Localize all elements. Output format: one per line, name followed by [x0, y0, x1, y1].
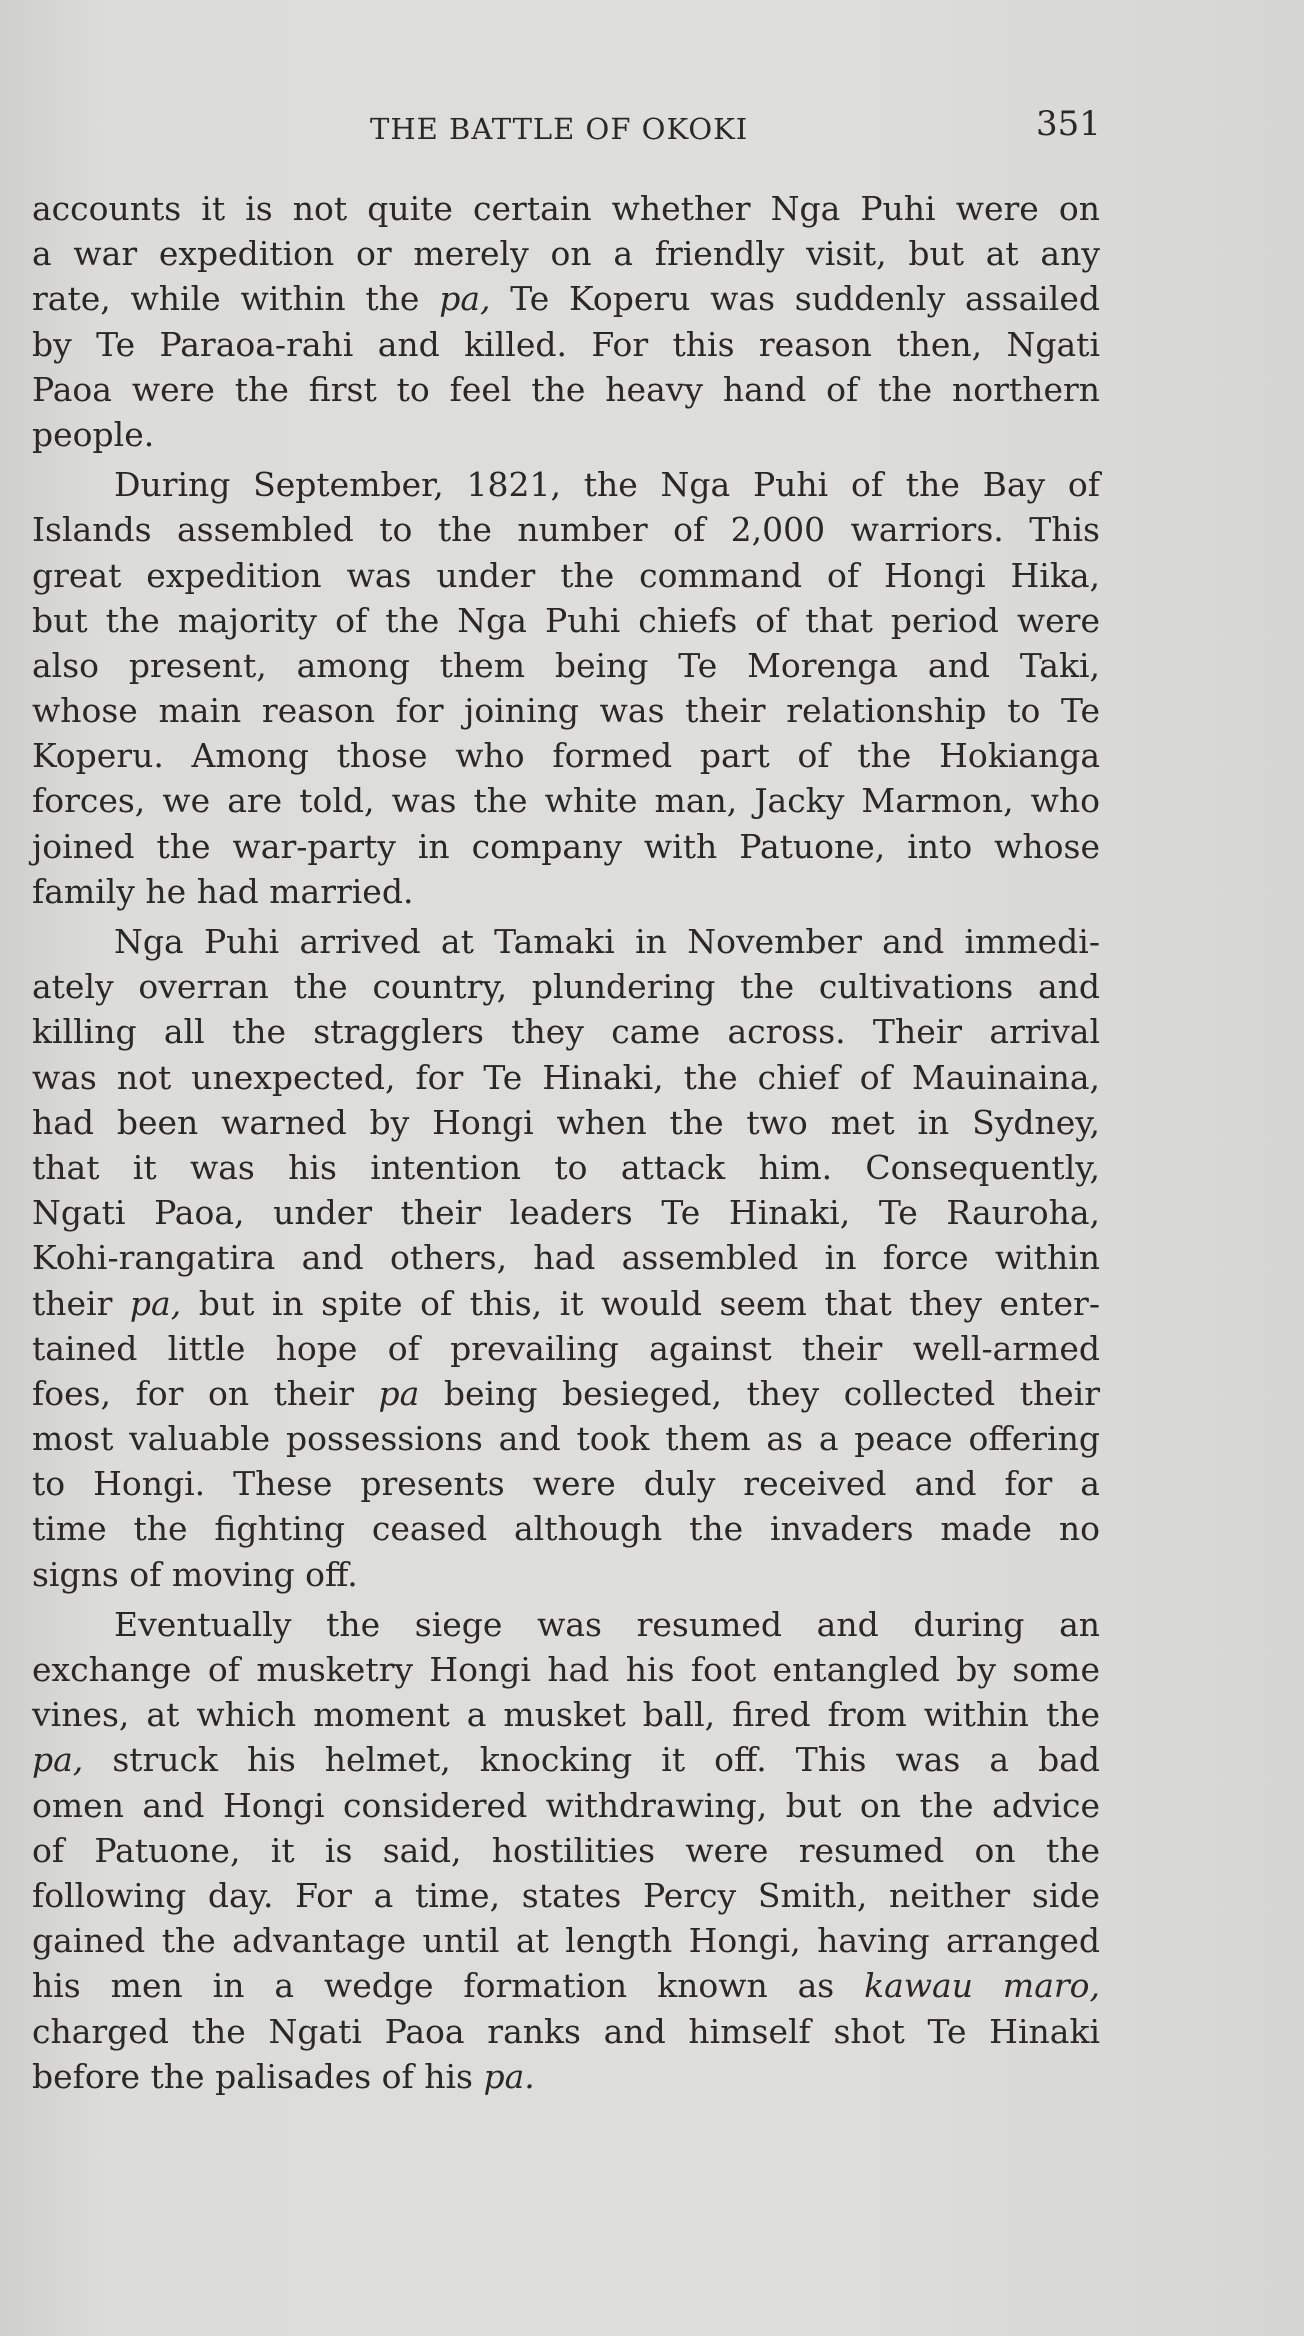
page-number: 351 — [1036, 104, 1101, 144]
text-line — [32, 1963, 1100, 2008]
text-run: to Hongi. These presents were duly received and for a — [32, 1464, 1100, 1504]
text-line — [32, 778, 1100, 823]
text-line — [32, 367, 1100, 412]
text-run: Islands assembled to the number of 2,000 warriors. This — [32, 510, 1100, 550]
italic-word: pa, — [129, 1283, 182, 1323]
text-run: Koperu. Among those who formed part of the Hokianga — [32, 736, 1100, 776]
italic-word: pa — [378, 1373, 420, 1413]
text-line — [32, 1873, 1100, 1918]
text-line — [32, 186, 1100, 231]
text-line — [32, 1190, 1100, 1235]
text-line — [32, 1506, 1100, 1551]
text-run: Kohi-rangatira and others, had assembled in force within — [32, 1238, 1100, 1278]
text-run: Eventually the siege was resumed and during an — [114, 1604, 1100, 1644]
text-run: Te Koperu was suddenly assailed — [490, 279, 1100, 319]
text-line — [32, 2009, 1100, 2054]
text-run: by Te Paraoa-rahi and killed. For this reason then, Ngati — [32, 324, 1100, 364]
text-run: following day. For a time, states Percy Smith, neither side — [32, 1875, 1100, 1915]
paragraph — [32, 186, 1100, 457]
text-run: killing all the stragglers they came across. Their arrival — [32, 1012, 1100, 1052]
text-run: his men in a wedge formation known as — [32, 1966, 865, 2006]
paragraph — [32, 919, 1100, 1597]
text-line — [32, 688, 1100, 733]
text-line — [32, 1371, 1100, 1416]
text-line — [32, 1326, 1100, 1371]
text-line — [32, 1100, 1100, 1145]
text-line — [32, 869, 1100, 914]
text-run: gained the advantage until at length Hongi, having arranged — [32, 1921, 1100, 1961]
text-run: but the majority of the Nga Puhi chiefs of that period were — [32, 600, 1100, 640]
text-line — [32, 643, 1100, 688]
text-run: had been warned by Hongi when the two met in Sydney, — [32, 1102, 1100, 1142]
text-line — [32, 733, 1100, 778]
text-run: before the palisades of his — [32, 2056, 484, 2096]
text-run: ately overran the country, plundering the cultivations and — [32, 967, 1100, 1007]
text-line — [32, 412, 1100, 457]
text-line — [32, 824, 1100, 869]
text-line — [32, 322, 1100, 367]
text-run: charged the Ngati Paoa ranks and himself shot Te Hinaki — [32, 2011, 1100, 2051]
text-run: time the fighting ceased although the invaders made no — [32, 1509, 1100, 1549]
text-run: a war expedition or merely on a friendly visit, but at any — [32, 234, 1100, 274]
text-run: exchange of musketry Hongi had his foot entangled by some — [32, 1650, 1100, 1689]
text-run: whose main reason for joining was their relationship to Te — [32, 691, 1100, 731]
italic-word: pa, — [32, 1740, 84, 1780]
text-run: tained little hope of prevailing against their well-armed — [32, 1328, 1100, 1368]
text-run: Ngati Paoa, under their leaders Te Hinaki, Te Rauroha, — [32, 1193, 1100, 1233]
text-run: Nga Puhi arrived at Tamaki in November and immedi- — [114, 922, 1100, 961]
text-run: rate, while within the — [32, 279, 440, 319]
text-run: also present, among them being Te Morenga and Taki, — [32, 645, 1100, 685]
text-line — [32, 1918, 1100, 1963]
text-run: Paoa were the first to feel the heavy hand of the northern — [32, 369, 1100, 409]
text-run: people. — [32, 414, 155, 454]
paragraph — [32, 462, 1100, 914]
text-run: forces, we are told, was the white man, Jacky Marmon, who — [32, 781, 1100, 821]
running-title: THE BATTLE OF OKOKI — [370, 112, 749, 146]
text-line — [32, 964, 1100, 1009]
text-line — [32, 1737, 1100, 1782]
text-line — [32, 507, 1100, 552]
text-run: of Patuone, it is said, hostilities were resumed on the — [32, 1830, 1100, 1870]
paragraph — [32, 1602, 1100, 2099]
text-line — [32, 598, 1100, 643]
text-line — [32, 276, 1100, 321]
text-run: struck his helmet, knocking it off. This was a bad — [83, 1740, 1100, 1780]
text-run: most valuable possessions and took them as a peace offering — [32, 1419, 1100, 1459]
text-run: that it was his intention to attack him. Consequently, — [32, 1147, 1100, 1187]
text-line — [32, 1416, 1100, 1461]
text-run: foes, for on their — [32, 1373, 379, 1413]
text-line — [32, 1009, 1100, 1054]
text-run: family he had married. — [32, 871, 414, 911]
text-line — [32, 1461, 1100, 1506]
text-line — [32, 2054, 1100, 2099]
text-run: their — [32, 1283, 130, 1323]
text-run: joined the war-party in company with Patuone, into whose — [32, 826, 1100, 866]
text-line — [32, 919, 1100, 964]
text-line — [32, 1828, 1100, 1873]
text-run: was not unexpected, for Te Hinaki, the chief of Mauinaina, — [32, 1057, 1100, 1097]
text-run: being besieged, they collected their — [419, 1373, 1100, 1413]
text-run: omen and Hongi considered withdrawing, but on the advice — [32, 1785, 1100, 1825]
text-run: vines, at which moment a musket ball, fired from within the — [32, 1695, 1100, 1735]
text-line — [32, 553, 1100, 598]
text-line — [32, 1281, 1100, 1326]
running-head — [0, 104, 1304, 154]
italic-word: pa. — [483, 2056, 535, 2096]
text-run: great expedition was under the command of Hongi Hika, — [32, 555, 1100, 595]
italic-word: kawau maro, — [864, 1966, 1100, 2006]
text-line — [32, 1647, 1100, 1692]
text-line — [32, 462, 1100, 507]
text-line — [32, 1145, 1100, 1190]
text-run: signs of moving off. — [32, 1554, 358, 1594]
text-line — [32, 1692, 1100, 1737]
text-run: During September, 1821, the Nga Puhi of the Bay of — [114, 465, 1100, 505]
text-line — [32, 1055, 1100, 1100]
text-run: but in spite of this, it would seem that they enter- — [181, 1283, 1100, 1323]
text-line — [32, 1235, 1100, 1280]
body-text — [32, 186, 1100, 2099]
italic-word: pa, — [439, 279, 491, 319]
text-run: accounts it is not quite certain whether Nga Puhi were on — [32, 189, 1100, 228]
text-line — [32, 1783, 1100, 1828]
text-line — [32, 231, 1100, 276]
text-line — [32, 1602, 1100, 1647]
text-line — [32, 1552, 1100, 1597]
